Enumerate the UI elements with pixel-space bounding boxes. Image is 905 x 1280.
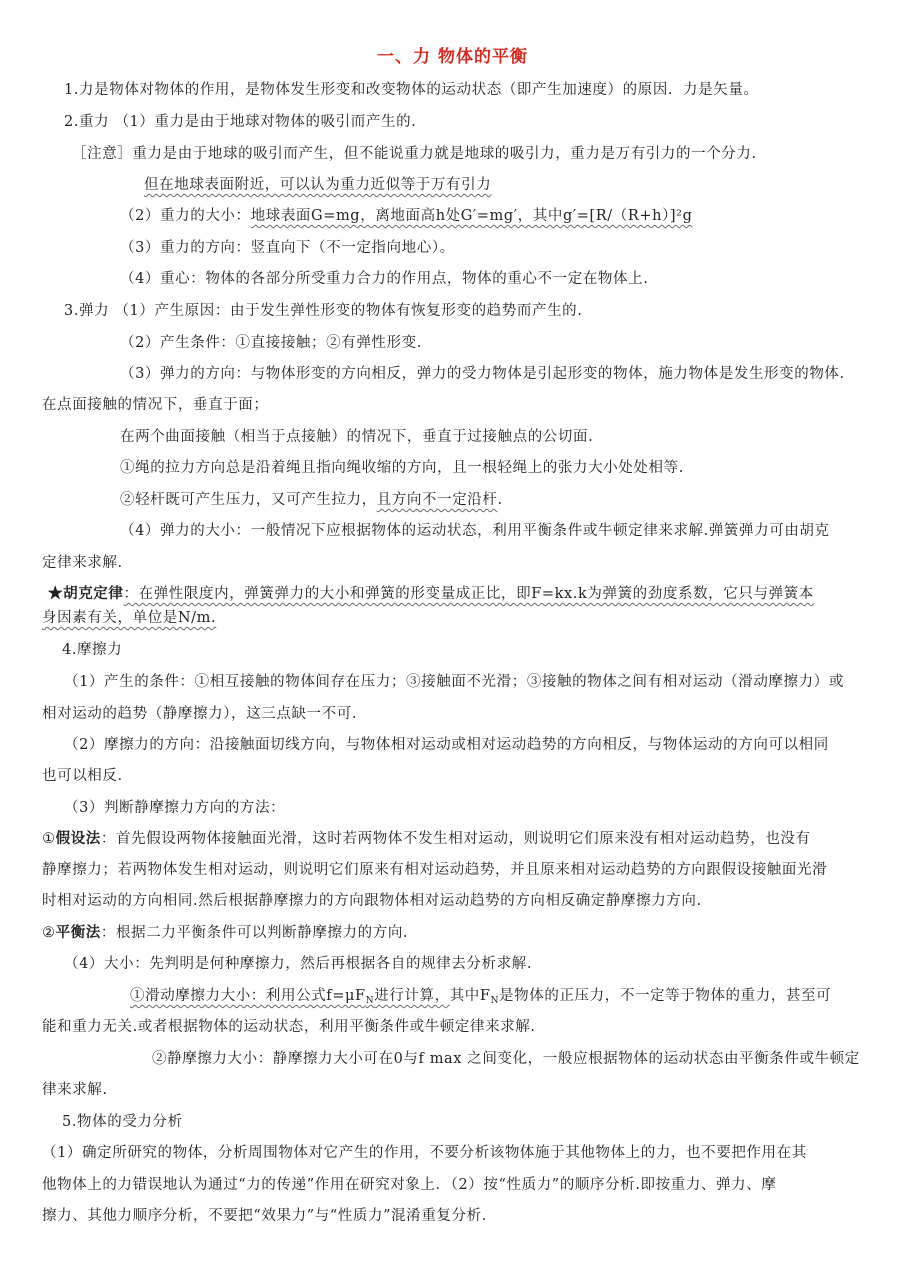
paragraph-line: 律来求解. <box>42 1082 108 1098</box>
paragraph-line: 擦力、其他力顺序分析，不要把“效果力”与“性质力”混淆重复分析. <box>42 1208 487 1224</box>
paragraph-line: 2.重力 （1）重力是由于地球对物体的吸引而产生的. <box>64 114 417 130</box>
assumption-method-label: 假设法 <box>55 830 101 847</box>
text-run: 是物体的正压力，不一定等于物体的重力，甚至可 <box>499 988 832 1004</box>
paragraph-line <box>48 584 814 604</box>
text-run: ：首先假设两物体接触面光滑，这时若两物体不发生相对运动，则说明它们原来没有相对运动趋势，也没有 <box>100 831 811 847</box>
paragraph-line <box>42 923 408 943</box>
paragraph-line: 定律来求解. <box>42 555 123 571</box>
paragraph-line: （1）产生的条件：①相互接触的物体间存在压力；③接触面不光滑；③接触的物体之间有相对运动（滑动摩擦力）或 <box>64 674 844 690</box>
text-run: ：根据二力平衡条件可以判断静摩擦力的方向. <box>100 925 409 941</box>
paragraph-line: （2）摩擦力的方向：沿接触面切线方向，与物体相对运动或相对运动趋势的方向相反，与物体运动的方向可以相同 <box>64 737 829 753</box>
paragraph-line: （2）产生条件：①直接接触；②有弹性形变. <box>120 335 422 351</box>
text-run: . <box>497 492 503 508</box>
paragraph-line: 静摩擦力；若两物体发生相对运动，则说明它们原来有相对运动趋势，并且原来相对运动趋势的方向跟假设接触面光滑 <box>42 862 828 878</box>
balance-method-label: 平衡法 <box>55 924 101 941</box>
paragraph-line: 他物体上的力错误地认为通过“力的传递”作用在研究对象上．（2）按“性质力”的顺序分析.即按重力、弹力、摩 <box>42 1177 777 1193</box>
subscript: N <box>490 996 500 1006</box>
paragraph-line: 时相对运动的方向相同.然后根据静摩擦力的方向跟物体相对运动趋势的方向相反确定静摩擦力方向. <box>42 893 702 909</box>
text-run: ①滑动摩擦力大小：利用公式f=μF <box>130 988 366 1004</box>
text-run: 进行计算， <box>374 988 450 1004</box>
gravity-formula: 地球表面G=mg，离地面高h处G′=mg′，其中g′=[R/（R+h）]²g <box>250 208 693 224</box>
paragraph-line <box>42 829 811 849</box>
paragraph-line: ①绳的拉力方向总是沿着绳且指向绳收缩的方向，且一根轻绳上的张力大小处处相等. <box>120 460 684 476</box>
paragraph-line: （4）大小：先判明是何种摩擦力，然后再根据各自的规律去分析求解. <box>64 956 533 972</box>
section-heading: 4.摩擦力 <box>62 642 123 658</box>
paragraph-line: 能和重力无关.或者根据物体的运动状态，利用平衡条件或牛顿定律来求解. <box>42 1019 536 1035</box>
paragraph-line: （4）重心：物体的各部分所受重力合力的作用点，物体的重心不一定在物体上. <box>120 271 649 287</box>
paragraph-line: （1）确定所研究的物体，分析周围物体对它产生的作用，不要分析该物体施于其他物体上的力，也不要把作用在其 <box>42 1145 807 1161</box>
paragraph-line: 在两个曲面接触（相当于点接触）的情况下，垂直于过接触点的公切面. <box>120 429 594 445</box>
paragraph-line: ［注意］重力是由于地球的吸引而产生，但不能说重力就是地球的吸引力，重力是万有引力的一个分力. <box>72 146 757 162</box>
hooke-law-text: 身因素有关，单位是N/m. <box>42 610 217 626</box>
paragraph-line: 3.弹力 （1）产生原因：由于发生弹性形变的物体有恢复形变的趋势而产生的. <box>64 303 583 319</box>
friction-formula <box>130 988 450 1004</box>
paragraph-line: （3）重力的方向：竖直向下（不一定指向地心）。 <box>120 240 455 256</box>
underlined-note: 但在地球表面附近，可以认为重力近似等于万有引力 <box>144 177 492 193</box>
paragraph-line: （4）弹力的大小：一般情况下应根据物体的运动状态，利用平衡条件或牛顿定律来求解.弹簧弹力可由胡克 <box>120 523 830 539</box>
paragraph-line: （3）判断静摩擦力方向的方法： <box>64 800 286 816</box>
page-title: 一、力 物体的平衡 <box>377 47 528 67</box>
underlined-note: 且方向不一定沿杆 <box>376 492 498 508</box>
paragraph-line: 1.力是物体对物体的作用，是物体发生形变和改变物体的运动状态（即产生加速度）的原因．力是矢量。 <box>64 82 759 98</box>
subscript: N <box>365 996 375 1006</box>
text-run: ② <box>42 925 56 941</box>
paragraph-line <box>130 986 831 1011</box>
hooke-law-text: ：在弹性限度内，弹簧弹力的大小和弹簧的形变量成正比，即F=kx.k为弹簧的劲度系数，它只与弹簧本 <box>123 586 814 602</box>
text-run: （2）重力的大小： <box>120 208 251 224</box>
text-run: 其中F <box>449 988 491 1004</box>
paragraph-line: ②静摩擦力大小：静摩擦力大小可在0与f max 之间变化，一般应根据物体的运动状态由平衡条件或牛顿定 <box>152 1051 860 1067</box>
paragraph-line: 在点面接触的情况下，垂直于面； <box>42 397 269 413</box>
hooke-law-label: ★胡克定律 <box>48 585 124 602</box>
paragraph-line: 也可以相反. <box>42 768 123 784</box>
text-run: ① <box>42 831 56 847</box>
paragraph-line <box>120 490 503 510</box>
paragraph-line: 相对运动的趋势（静摩擦力），这三点缺一不可. <box>42 706 358 722</box>
paragraph-line <box>120 206 692 226</box>
text-run: ②轻杆既可产生压力，又可产生拉力， <box>120 492 377 508</box>
section-heading: 5.物体的受力分析 <box>62 1114 183 1130</box>
paragraph-line: （3）弹力的方向：与物体形变的方向相反，弹力的受力物体是引起形变的物体，施力物体是发生形变的物体. <box>120 366 845 382</box>
